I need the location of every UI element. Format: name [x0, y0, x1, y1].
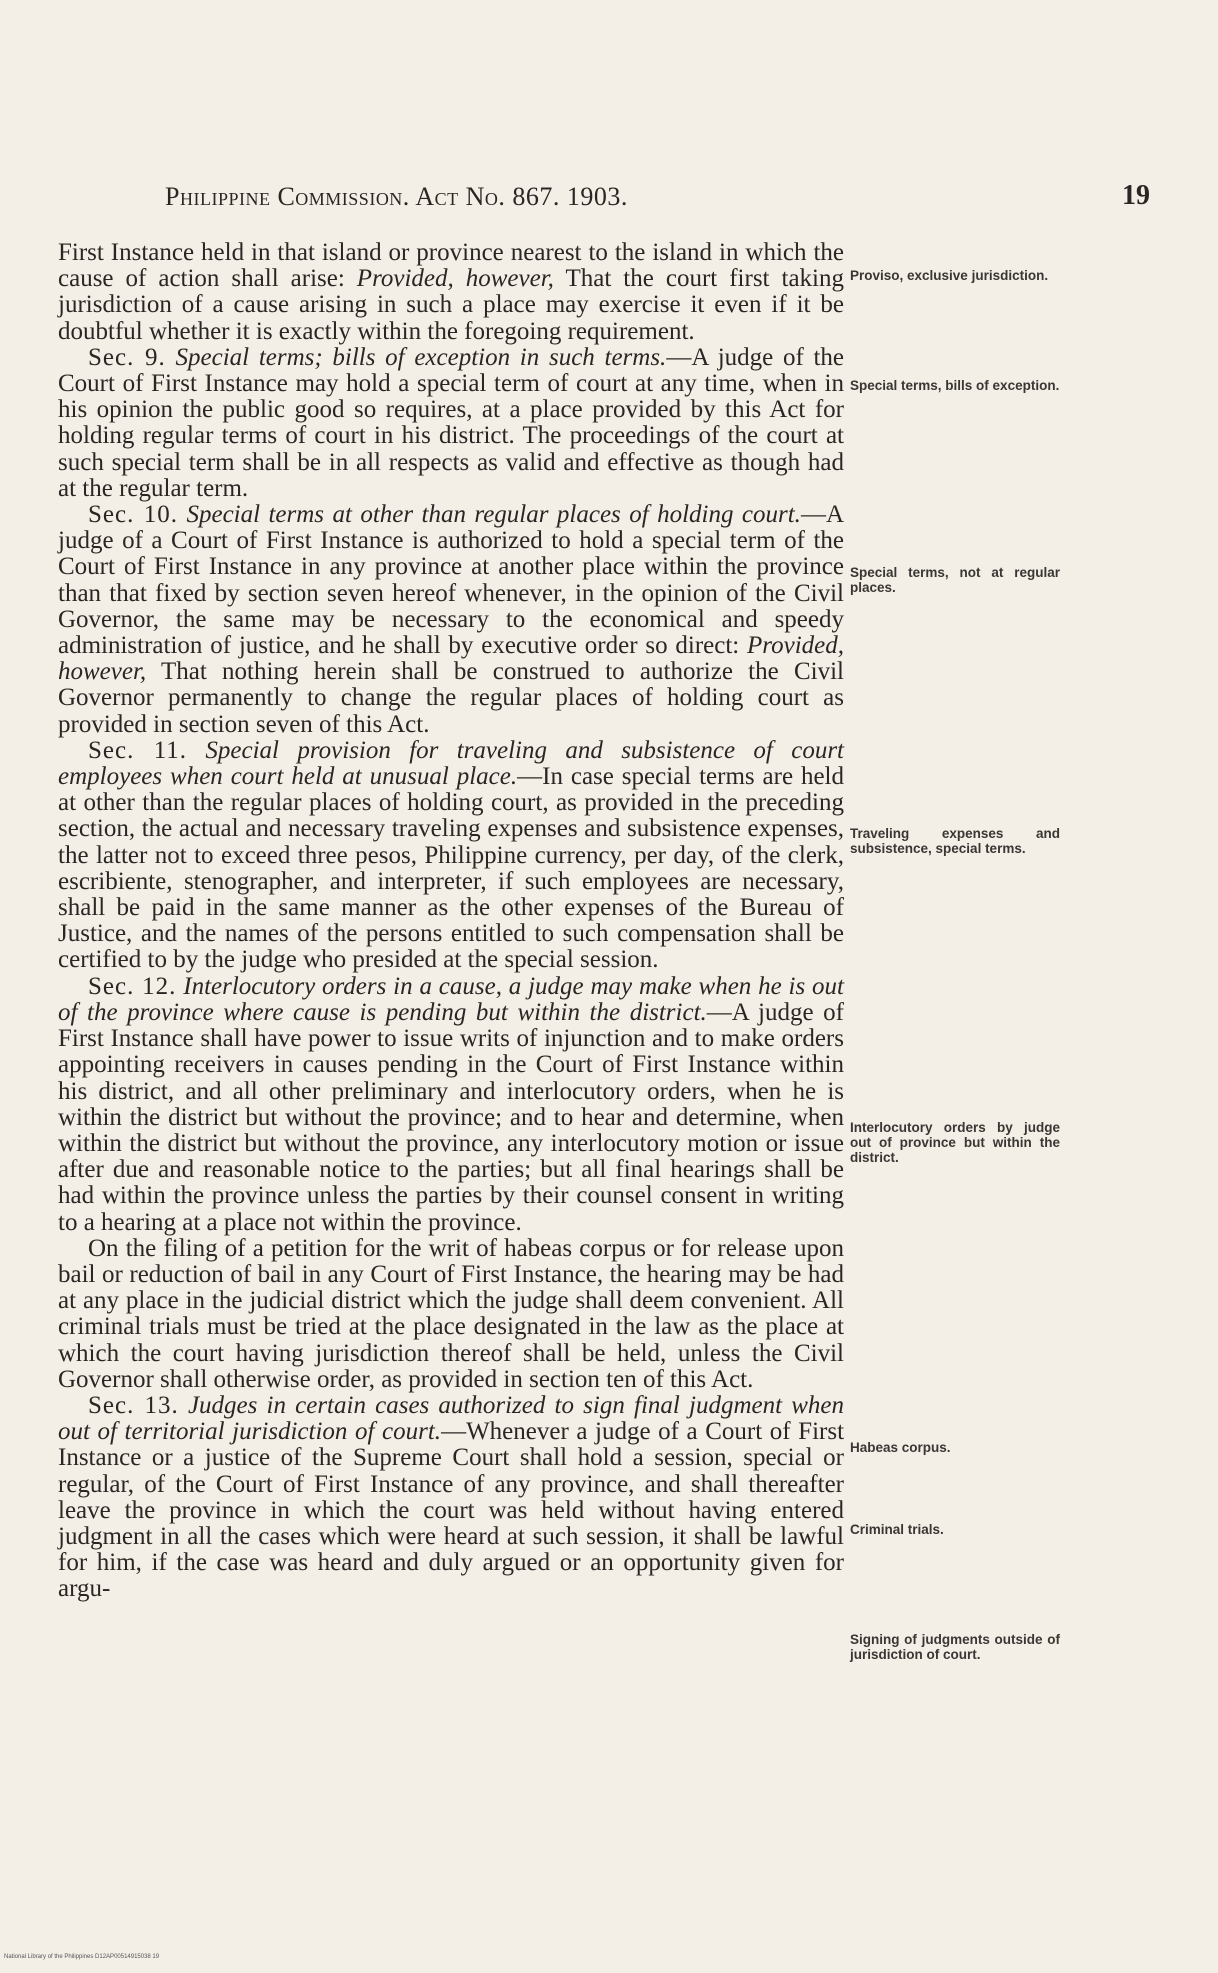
section-text: —A judge of the Court of First Instance may hold a special term of court at any time, when in his opinion the public good so requires, at a place provided by this Act for holding regular terms of court in his district. The proceedings of the court at such special term shall be in all respects as valid and effective as though had at the regular term. — [58, 343, 845, 502]
section-12 — [58, 974, 844, 1236]
section-heading: Judges in certain cases authorized to sign final judgment when out of territorial jurisdiction of court. — [58, 1391, 844, 1446]
paragraph-continuation — [58, 240, 844, 345]
margin-note-special-terms: Special terms, bills of exception. — [850, 378, 1060, 393]
running-head — [165, 182, 745, 212]
section-number: Sec. 10. — [88, 501, 179, 529]
paragraph-text: That the court first taking jurisdiction of a cause arising in such a place may exercise it even if it be doubtful whether it is exactly within the foregoing requirement. — [58, 265, 844, 345]
margin-note-habeas-corpus: Habeas corpus. — [850, 1440, 951, 1455]
running-head-text: Philippine Commission. Act No. 867. 1903. — [165, 182, 628, 211]
paragraph-text: First Instance held in that island or province nearest to the island in which the cause of action shall arise: — [58, 239, 844, 293]
scan-footer: National Library of the Philippines D12AP00514915038 19 — [4, 1954, 160, 1960]
section-heading: Special provision for traveling and subsistence of court employees when court held at unusual place. — [58, 736, 845, 791]
margin-note-traveling-expenses: Traveling expenses and subsistence, special terms. — [850, 826, 1060, 856]
section-text: That nothing herein shall be construed to authorize the Civil Governor permanently to change the regular places of holding court as provided in section seven of this Act. — [58, 658, 844, 738]
section-text: —In case special terms are held at other than the regular places of holding court, as provided in the preceding section, the actual and necessary traveling expenses and subsistence expenses, the latter not to exceed three pesos, Philippine currency, per day, of the clerk, escribiente, stenographer, and interpreter, if such employees are necessary, shall be paid in the same manner as the other expenses of the Bureau of Justice, and the names of the persons entitled to such compensation shall be certified to by the judge who presided at the special session. — [58, 763, 844, 974]
section-text: —A judge of First Instance shall have power to issue writs of injunction and to make orders appointing receivers in causes pending in the Court of First Instance within his district, and all other preliminary and interlocutory orders, when he is within the district but without the province; and to hear and determine, when within the district but without the province, any interlocutory motion or issue after due and reasonable notice to the parties; but all final hearings shall be had within the province unless the parties by their counsel consent in writing to a hearing at a place not within the province. — [58, 998, 844, 1236]
paragraph-text: On the filing of a petition for the writ of habeas corpus or for release upon bail or reduction of bail in any Court of First Instance, the hearing may be had at any place in the judicial district which the judge shall deem convenient. All criminal trials must be tried at the place designated in the law as the place at which the court having jurisdiction thereof shall be held, unless the Civil Governor shall otherwise order, as provided in section ten of this Act. — [58, 1234, 844, 1393]
section-9 — [58, 345, 844, 502]
section-number: Sec. 12. — [88, 972, 177, 1000]
section-number: Sec. 11. — [88, 736, 188, 764]
margin-note-not-regular-places: Special terms, not at regular places. — [850, 565, 1060, 595]
section-heading: Special terms; bills of exception in such terms. — [175, 343, 667, 371]
section-text: —A judge of a Court of First Instance is authorized to hold a special term of the Court of First Instance in any province at another place within the province than that fixed by section seven hereof whenever, in the opinion of the Civil Governor, the same may be necessary to the economical and speedy administration of justice, and he shall by executive order so direct: — [58, 501, 844, 660]
section-text: —Whenever a judge of a Court of First Instance or a justice of the Supreme Court shall hold a session, special or regular, of the Court of First Instance of any province, and shall thereafter leave the province in which the court was held without having entered judgment in all the cases which were heard at such session, it shall be lawful for him, if the case was heard and duly argued or an opportunity given for argu- — [58, 1418, 845, 1603]
section-number: Sec. 9. — [88, 343, 166, 371]
proviso-phrase: Provided, however, — [356, 265, 554, 293]
proviso-phrase: Provided, however, — [58, 632, 844, 686]
section-11 — [58, 738, 844, 974]
section-10 — [58, 502, 844, 738]
margin-note-proviso: Proviso, exclusive jurisdiction. — [850, 268, 1049, 283]
section-13 — [58, 1393, 844, 1603]
margin-note-signing-judgments: Signing of judgments outside of jurisdiction of court. — [850, 1632, 1060, 1662]
habeas-corpus-paragraph — [58, 1236, 844, 1393]
section-number: Sec. 13. — [88, 1391, 179, 1419]
section-heading: Interlocutory orders in a cause, a judge may make when he is out of the province where cause is pending but within the district. — [58, 972, 844, 1026]
margin-note-interlocutory-orders: Interlocutory orders by judge out of province but within the district. — [850, 1120, 1060, 1165]
page-number: 19 — [1122, 180, 1150, 211]
margin-note-criminal-trials: Criminal trials. — [850, 1522, 944, 1537]
body-text — [58, 240, 844, 1603]
section-heading: Special terms at other than regular places of holding court. — [186, 501, 801, 529]
